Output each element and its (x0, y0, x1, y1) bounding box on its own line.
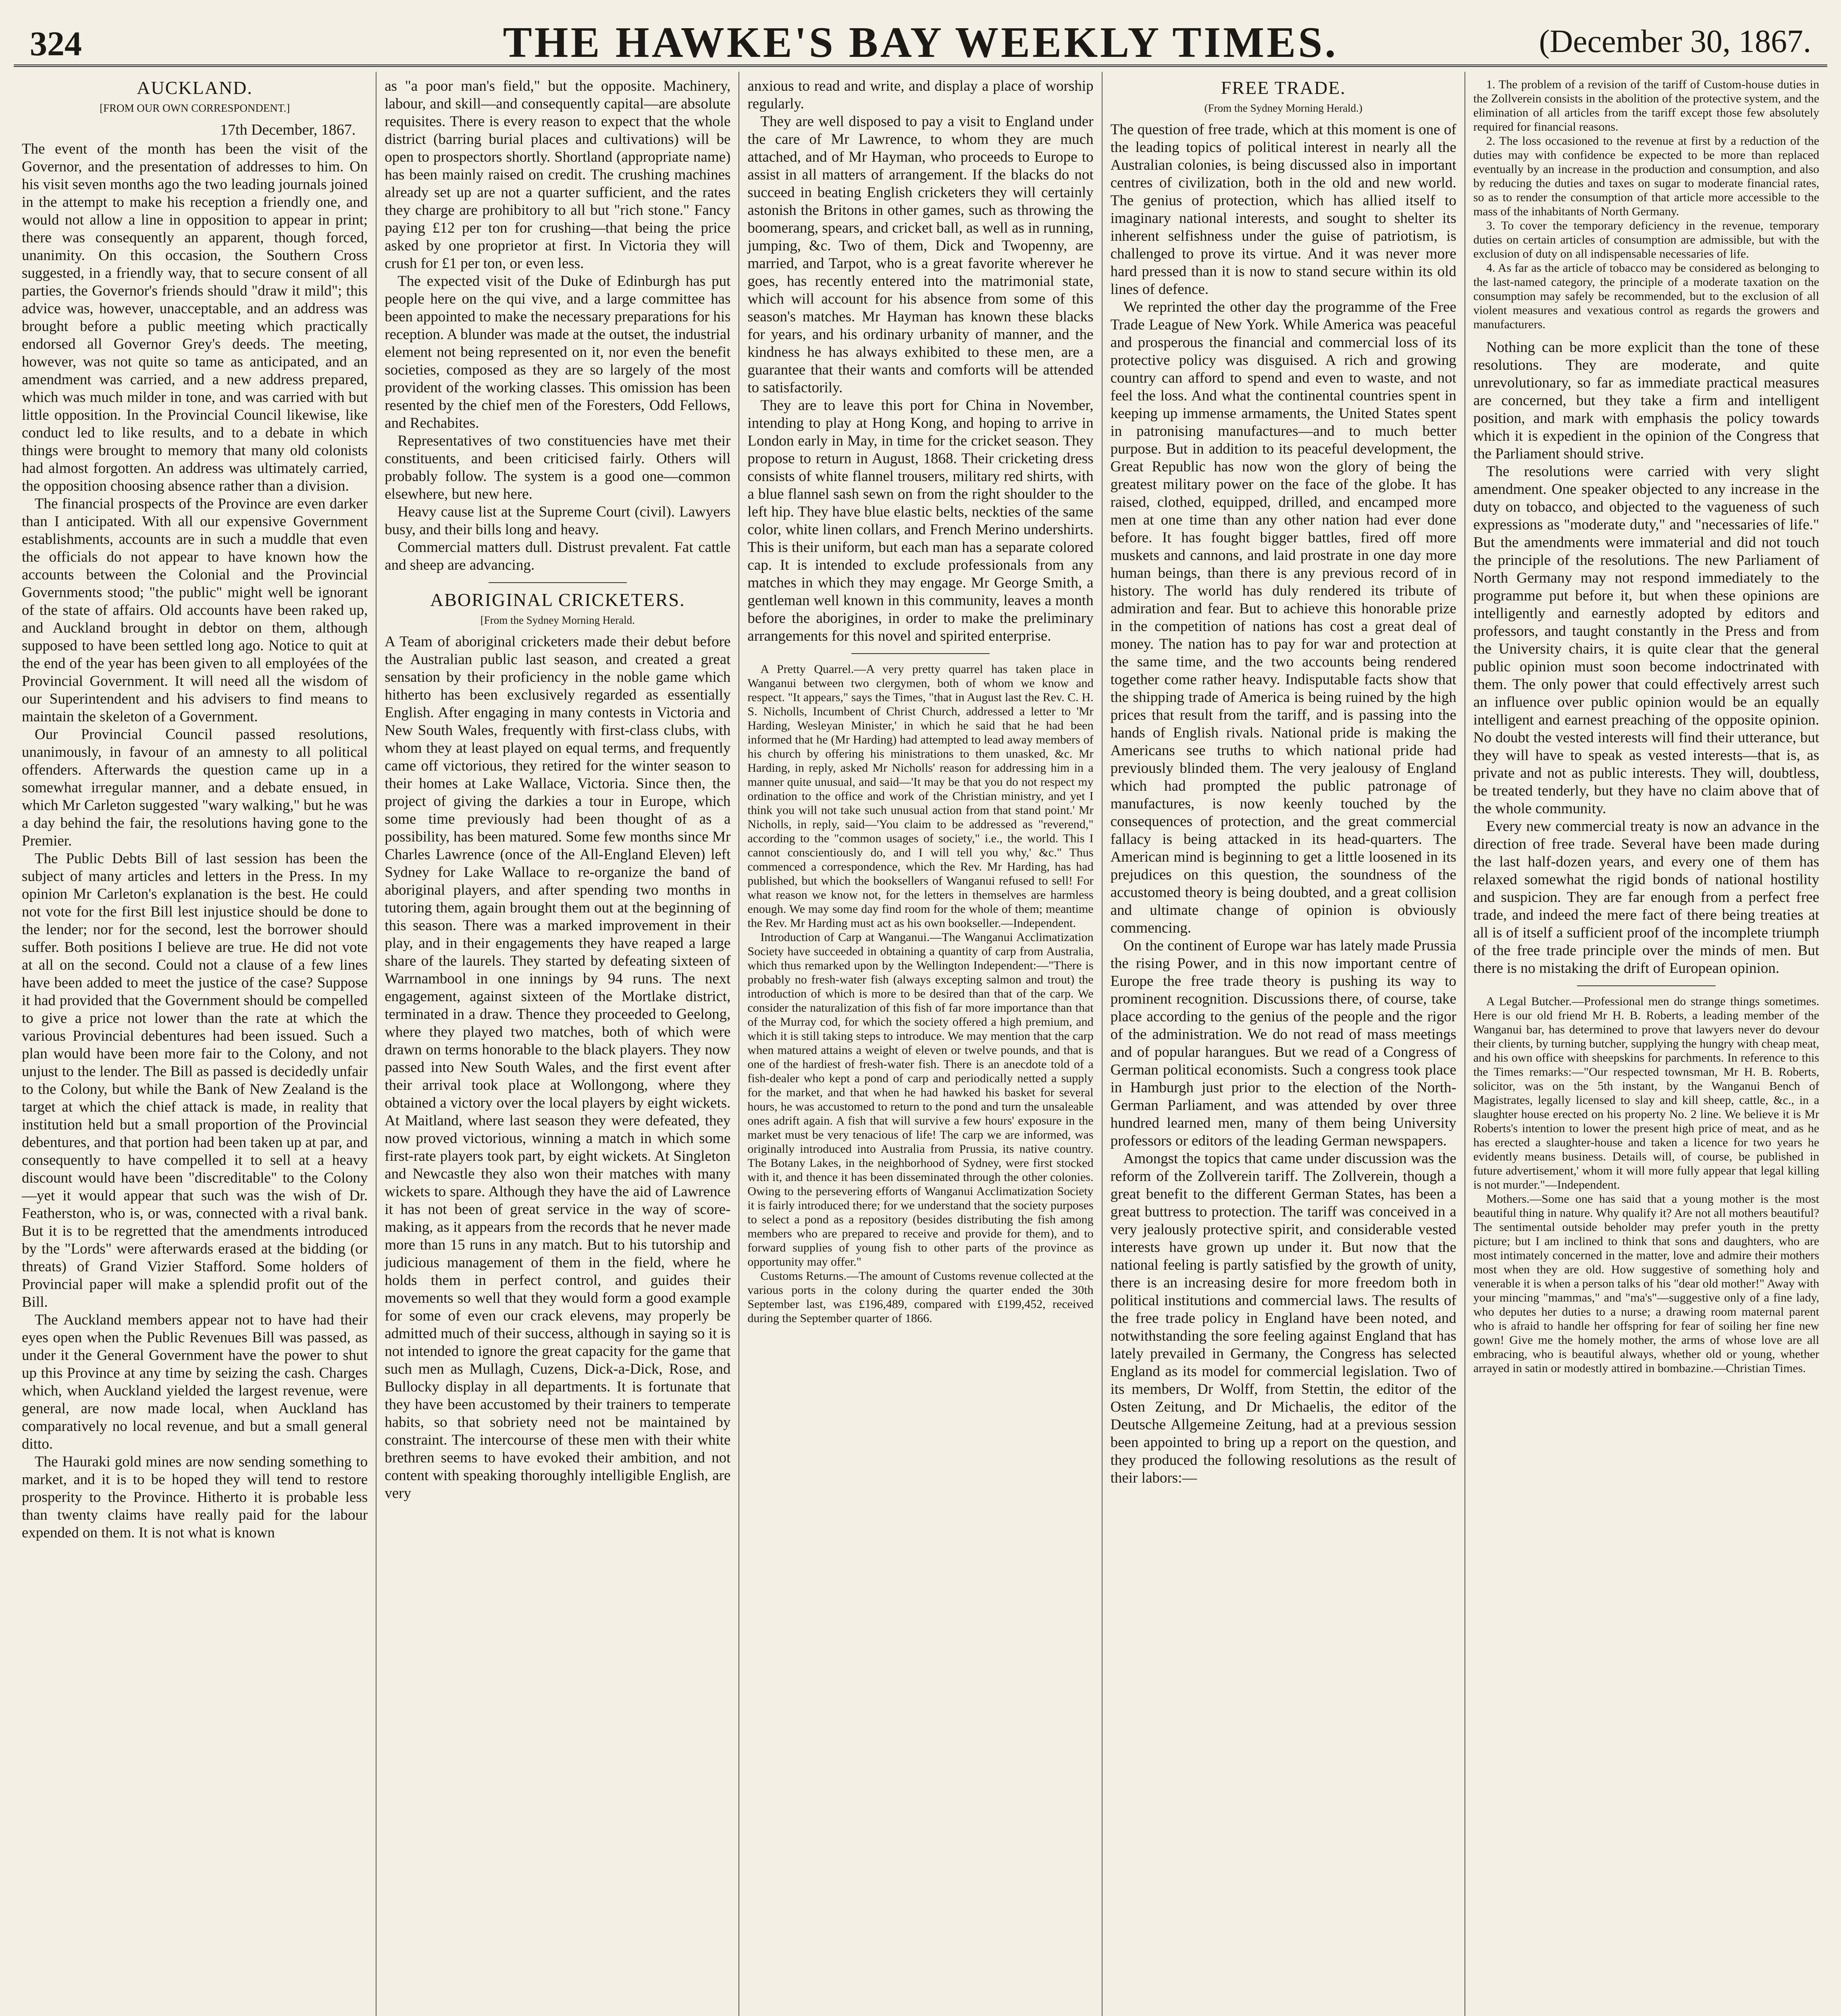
article-source: [From the Sydney Morning Herald. (480, 614, 635, 626)
paragraph: Commercial matters dull. Distrust prevalent. Fat cattle and sheep are advancing. (385, 539, 731, 573)
paragraph: A Team of aboriginal cricketers made their debut before the Australian public last season, and created a great sensation by their proficiency in the noble game which hitherto has been exclusively regarded as essentially English. After engaging in many contests in Victoria and New South Wales, frequently with first-class clubs, with whom they at least played on equal terms, and frequently came off victorious, they retired for the winter season to their homes at Lake Wallace, Victoria. Since then, the project of giving the darkies a tour in Europe, which some time previously had been thought of as a possibility, has been matured. Some few months since Mr Charles Lawrence (once of the All-England Eleven) left Sydney for Lake Wallace to re-organize the band of aboriginal players, and after spending two months in tutoring them, again brought them out at the beginning of this season. There was a marked improvement in their play, and in their engagements they have reaped a large share of the laurels. They started by defeating sixteen of Warrnambool in one innings by 94 runs. The next engagement, against sixteen of the Mortlake district, terminated in a draw. Thence they proceeded to Geelong, where they played two matches, both of which were drawn on terms honorable to the black players. They now passed into New South Wales, and the first event after their arrival took place at Wollongong, where they obtained a victory over the local players by eight wickets. At Maitland, where last season they were defeated, they now proved victorious, winning a match in which some first-rate players took part, by eight wickets. At Singleton and Newcastle they also won their matches with many wickets to spare. Although they have the aid of Lawrence it has not been of great service in the way of score-making, as it appears from the records that he never made more than 15 runs in any match. But to his tutorship and judicious management of them in the field, where he holds them in perfect control, and guides their movements so well that they would form a good example for some of even our crack elevens, may properly be admitted much of their success, although in saying so it is not intended to ignore the great capacity for the game that such men as Mullagh, Cuzens, Dick-a-Dick, Rose, and Bullocky display in all departments. It is fortunate that they have been accustomed by their trainers to temperate habits, so that sobriety need not be maintained by constraint. The intercourse of these men with their white brethren seems to have evoked their ambition, and not content with speaking thoroughly intelligible English, are very (385, 633, 731, 1502)
article-heading-free-trade: FREE TRADE. (1221, 77, 1346, 98)
resolution-item: 1. The problem of a revision of the tariff of Custom-house duties in the Zollverein consists in the abolition of the protective system, and the elimination of all articles from the tariff except those few absolutely required for financial reasons. (1473, 78, 1820, 133)
article-dateline: 17th December, 1867. (220, 121, 356, 138)
article-source: (From the Sydney Morning Herald.) (1204, 102, 1363, 114)
section-divider (851, 653, 990, 654)
paragraph: Our Provincial Council passed resolutions, unanimously, in favour of an amnesty to all political offenders. Afterwards the question came up in a somewhat irregular manner, and a debate ensued, in which Mr Carleton suggested "wary walking," but he was a day behind the fair, the resolutions having gone to the Premier. (22, 726, 368, 849)
newspaper-title: THE HAWKE'S BAY WEEKLY TIMES. (503, 19, 1338, 67)
paragraph: The event of the month has been the visit of the Governor, and the presentation of addresses to him. On his visit seven months ago the two leading journals joined in the attempt to make his reception a friendly one, and would not allow a line in opposition to appear in print; there was consequently an apparent, though forced, unanimity. On this occasion, the Southern Cross suggested, in a friendly way, that to secure consent of all parties, the Governor's friends should "draw it mild"; this advice was, however, unacceptable, and an address was brought before a public meeting which practically endorsed all Governor Grey's deeds. The meeting, however, was not quite so tame as anticipated, and an amendment was carried, and a new address prepared, which was much milder in tone, and was carried with but little opposition. In the Provincial Council likewise, like conduct led to like results, and to a debate in which things were brought to memory that many old colonists had almost forgotten. An address was ultimately carried, the opposition choosing absence rather than a division. (22, 141, 368, 494)
paragraph-mothers: Mothers.—Some one has said that a young mother is the most beautiful thing in nature. Why qualify it? Are not all mothers beautiful? The sentimental outside beholder may prefer youth in the pretty picture; but I am inclined to think that sons and daughters, who are most intimately concerned in the matter, love and admire their mothers most when they are old. How suggestive of something holy and venerable it is when a person talks of his "dear old mother!" Away with your mincing "mammas," and "ma's"—suggestive only of a fine lady, who deputes her duties to a nurse; a drawing room maternal parent who is afraid to handle her offspring for fear of soiling her fine new gown! Give me the homely mother, the arms of whose love are all embracing, who is beautiful always, whether old or young, whether arrayed in satin or modestly attired in bombazine.—Christian Times. (1473, 1192, 1820, 1375)
paragraph: as "a poor man's field," but the opposite. Machinery, labour, and skill—and consequently capital—are absolute requisites. There is every reason to expect that the whole district (barring burial places and cultivations) will be open to prospectors shortly. Shortland (appropriate name) has been mainly raised on credit. The crushing machines already set up are not a quarter sufficient, and the rates they charge are prohibitory to all but "rich stone." Fancy paying £12 per ton for crushing—that being the price asked by one proprietor at first. In Victoria they will crush for £1 per ton, or even less. (385, 78, 731, 272)
article-source: [FROM OUR OWN CORRESPONDENT.] (100, 102, 290, 114)
paragraph: The expected visit of the Duke of Edinburgh has put people here on the qui vive, and a large committee has been appointed to make the necessary preparations for his reception. A blunder was made at the outset, the industrial element not being represented on it, nor even the benefit societies, composed as they are so largely of the most provident of the working classes. This omission has been resented by the chief men of the Foresters, Odd Fellows, and Rechabites. (385, 273, 731, 431)
paragraph: The financial prospects of the Province are even darker than I anticipated. With all our expensive Government establishments, accounts are in such a muddle that even the officials do not appear to have known how the accounts between the Colonial and the Provincial Governments stood; "the public" might well be ignorant of the state of affairs. Old accounts have been raked up, and Auckland brought in debtor on them, although supposed to have been settled long ago. Notice to quit at the end of the year has been given to all employées of the Provincial Government. It will need all the wisdom of our Superintendent and his advisers to find means to maintain the skeleton of a Government. (22, 496, 368, 725)
paragraph: anxious to read and write, and display a place of worship regularly. (747, 78, 1094, 112)
column-3 (739, 72, 1102, 2016)
paragraph: They are well disposed to pay a visit to England under the care of Mr Lawrence, to whom they are much attached, and of Mr Hayman, who proceeds to Europe to assist in all matters of arrangement. If the blacks do not succeed in beating English cricketers they will certainly astonish the Britons in other games, such as throwing the boomerang, spears, and cricket ball, as well as in running, jumping, &c. Two of them, Dick and Twopenny, are married, and Tarpot, who is a great favorite wherever he goes, has recently entered into the matrimonial state, which will account for his absence from some of this season's matches. Mr Hayman has known these blacks for years, and his ordinary urbanity of manner, and the kindness he has always exhibited to these men, are a guarantee that their wants and comforts will be attended to satisfactorily. (747, 113, 1094, 396)
paragraph: We reprinted the other day the programme of the Free Trade League of New York. While America was peaceful and prosperous the financial and commercial loss of its protective policy was disguised. A rich and growing country can afford to spend and even to waste, and not feel the loss. And what the continental countries spent in keeping up immense armaments, the United States spent in patronising manufactures—and to much better purpose. But in addition to its peaceful development, the Great Republic has now won the glory of being the greatest military power on the face of the globe. It has raised, clothed, equipped, drilled, and encamped more men at one time than any other nation had ever done before. It has fought bigger battles, fired off more muskets and cannons, and laid prostrate in one day more human beings, than there is any previous record of in history. The world has duly rendered its tribute of admiration and fear. But to achieve this honorable prize in the competition of nations has cost a great deal of money. The nation has to pay for war and protection at the same time, and the two accounts being rendered together come rather heavy. Indisputable facts show that the shipping trade of America is being ruined by the high prices that result from the tariff, and is passing into the hands of English rivals. National pride is making the Americans see truths to which national pride had previously blinded them. The very jealousy of England which had prompted the public patronage of manufactures, is now keenly touched by the consequences of protection, and the great commercial fallacy is being attacked in its head-quarters. The American mind is beginning to get a little loosened in its prejudices on this question, the soundness of the accustomed theory is being doubted, and a great collision and ultimate change of opinion is obviously commencing. (1110, 299, 1456, 936)
column-2 (377, 72, 739, 2016)
section-divider (489, 582, 627, 583)
masthead (14, 7, 1827, 67)
paragraph-customs: Customs Returns.—The amount of Customs revenue collected at the various ports in the colony during the quarter ended the 30th September last, was £196,489, compared with £199,452, received during the September quarter of 1866. (747, 1269, 1094, 1325)
columns (14, 72, 1827, 2016)
paragraph: The Hauraki gold mines are now sending something to market, and it is to be hoped they will tend to restore prosperity to the Province. Hitherto it is probable less than twenty claims have really paid for the labour expended on them. It is not what is known (22, 1454, 368, 1541)
paragraph: On the continent of Europe war has lately made Prussia the rising Power, and in this now important centre of Europe the free trade theory is pushing its way to prominent recognition. Discussions there, of course, take place according to the genius of the people and the rigor of the administration. We do not read of mass meetings and of popular harangues. But we read of a Congress of German political economists. Such a congress took place in Hamburgh just prior to the election of the North-German Parliament, and was attended by over three hundred learned men, many of them being University professors or editors of the leading German newspapers. (1110, 937, 1456, 1149)
paragraph: Representatives of two constituencies have met their constituents, and been criticised fairly. Others will probably follow. The system is a good one—common elsewhere, but new here. (385, 433, 731, 502)
paragraph: They are to leave this port for China in November, intending to play at Hong Kong, and hoping to arrive in London early in May, in time for the cricket season. They propose to return in August, 1868. Their cricketing dress consists of white flannel trousers, military red shirts, with a blue flannel sash sewn on from the right shoulder to the left hip. They have blue elastic belts, neckties of the same color, white linen collars, and French Merino undershirts. This is their uniform, but each man has a separate colored cap. It is intended to exclude professionals from any matches in which they may engage. Mr George Smith, a gentleman well known in this community, leaves a month before the aborigines, in order to make the preliminary arrangements for this novel and spirited enterprise. (747, 397, 1094, 644)
paragraph: The Public Debts Bill of last session has been the subject of many articles and letters in the Press. In my opinion Mr Carleton's explanation is the best. He could not vote for the first Bill lest injustice should be done to the lender; nor for the second, lest the borrower should suffer. Both positions I believe are true. He did not vote at all on the second. Could not a clause of a few lines have been added to meet the justice of the case? Suppose it had provided that the Government should be compelled to give a price not lower than the rate at which the various Provincial debentures had been issued. Such a plan would have been more fair to the Colony, and not unjust to the lender. The Bill as passed is decidedly unfair to the Colony, but while the Bank of New Zealand is the target at which the chief attack is made, in reality that institution held but a small proportion of the Provincial debentures, and that portion had been taken up at par, and consequently to have compelled it to sell at a heavy discount would have been "discreditable" to the Colony—yet it would appear that such was the wish of Dr. Featherston, who is, or was, connected with a rival bank. But it is to be regretted that the amendments introduced by the "Lords" were afterwards erased at the bidding (or threats) of Grand Vizier Stafford. Some holders of Provincial paper will make a splendid profit out of the Bill. (22, 850, 368, 1310)
column-1 (14, 72, 377, 2016)
paragraph: The resolutions were carried with very slight amendment. One speaker objected to any increase in the duty on tobacco, and objected to the vagueness of such expressions as "moderate duty," and "necessaries of life." But the amendments were immaterial and did not touch the principle of the resolutions. The new Parliament of North Germany may not respond immediately to the programme put before it, but when these opinions are intelligently and earnestly adopted by editors and professors, and taught constantly in the Press and from the University chairs, it is quite clear that the general public opinion must soon become indoctrinated with them. The only power that could effectively arrest such an influence over public opinion would be an equally intelligent and earnest preaching of the opposite opinion. No doubt the vested interests will find their utterance, but they will have to speak as vested interests—that is, as private and not as public interests. They will, doubtless, be treated tenderly, but they have no claim above that of the whole community. (1473, 463, 1820, 817)
paragraph: Heavy cause list at the Supreme Court (civil). Lawyers busy, and their bills long and heavy. (385, 504, 731, 538)
section-divider (1577, 985, 1715, 986)
resolution-item: 3. To cover the temporary deficiency in the revenue, temporary duties on certain articles of consumption are admissible, but with the exclusion of duty on all indispensable necessaries of life. (1473, 219, 1820, 260)
paragraph: The question of free trade, which at this moment is one of the leading topics of political interest in nearly all the Australian colonies, is being discussed also in important centres of civilization, both in the old and new world. The genius of protection, which has allied itself to imaginary national interests, and sought to shelter its inherent selfishness under the guise of patriotism, is challenged to prove its virtue. And it was never more hard pressed than it is now to stand secure within its old lines of defence. (1110, 121, 1456, 298)
paragraph: Amongst the topics that came under discussion was the reform of the Zollverein tariff. The Zollverein, though a great benefit to the different German States, has been a great buttress to protection. The tariff was conceived in a very jealously protective spirit, and considerable vested interests have grown up under it. But now that the national feeling is partly satisfied by the growth of unity, there is an increasing desire for more freedom both in political institutions and commercial laws. The results of the free trade policy in England have been noted, and notwithstanding the sore feeling against England that has lately prevailed in Germany, the Congress has selected England as its model for commercial legislation. Two of its members, Dr Wolff, from Stettin, the editor of the Osten Zeitung, and Dr Michaelis, the editor of the Deutsche Allgemeine Zeitung, had at a previous session been appointed to bring up a report on the question, and they produced the following resolutions as the result of their labors:— (1110, 1150, 1456, 1486)
paragraph: The Auckland members appear not to have had their eyes open when the Public Revenues Bill was passed, as under it the General Government have the power to shut up this Province at any time by seizing the cash. Charges which, when Auckland yielded the largest revenue, were general, are now made local, when Auckland has comparatively no local revenue, and but a small general ditto. (22, 1312, 368, 1452)
paragraph-pretty-quarrel: A Pretty Quarrel.—A very pretty quarrel has taken place in Wanganui between two clergymen, both of whom we know and respect. "It appears," says the Times, "that in August last the Rev. C. H. S. Nicholls, Incumbent of Christ Church, addressed a letter to 'Mr Harding, Wesleyan Minister,' in which he said that he had been informed that he (Mr Harding) had attempted to lead away members of his church by offering his ministrations to them unasked, &c. Mr Harding, in reply, asked Mr Nicholls' reason for addressing him in a manner quite unusual, and said—'It may be that you do not respect my ordination to the office and work of the Christian ministry, and yet I think you will not take such unusual action from that stand point.' Mr Nicholls, in reply, said—'You claim to be addressed as "reverend," according to the "common usages of society," i.e., the world. This I cannot conscientiously do, and I will tell you why,' &c." Thus commenced a correspondence, which the Rev. Mr Harding, has had published, but which the booksellers of Wanganui refused to sell! For what reason we know not, for the letters in themselves are harmless enough. We may some day find room for the whole of them; meantime the Rev. Mr Harding must act as his own bookseller.—Independent. (747, 662, 1094, 930)
resolution-item: 2. The loss occasioned to the revenue at first by a reduction of the duties may with confidence be expected to be more than replaced eventually by an increase in the production and consumption, and also by reducing the duties and taxes on sugar to moderate financial rates, so as to render the consumption of that article more accessible to the mass of the inhabitants of North Germany. (1473, 134, 1820, 218)
page-number: 324 (30, 24, 82, 63)
resolution-item: 4. As far as the article of tobacco may be considered as belonging to the last-named category, the principle of a moderate taxation on the consumption may safely be recommended, but to the exclusion of all violent measures and vexatious control as regards the growers and manufacturers. (1473, 261, 1820, 331)
issue-date: (December 30, 1867. (1539, 24, 1811, 59)
paragraph-legal-butcher: A Legal Butcher.—Professional men do strange things sometimes. Here is our old friend Mr H. B. Roberts, a leading member of the Wanganui bar, has determined to prove that lawyers never do devour their clients, by turning butcher, supplying the hungry with cheap meat, and his own office with sheepskins for parchments. In reference to this the Times remarks:—"Our respected townsman, Mr H. B. Roberts, solicitor, was on the 5th instant, by the Wanganui Bench of Magistrates, legally licensed to slay and kill sheep, cattle, &c., in a slaughter house erected on his property No. 2 line. We believe it is Mr Roberts's intention to lower the present high price of meat, and as he has erected a slaughter-house and taken a licence for two years he evidently means business. Details will, of course, be published in future advertisement,' whom it will more fully appear that legal killing is not murder."—Independent. (1473, 995, 1820, 1191)
article-heading-cricketers: ABORIGINAL CRICKETERS. (430, 589, 685, 610)
paragraph: Nothing can be more explicit than the tone of these resolutions. They are moderate, and quite unrevolutionary, so far as immediate practical measures are concerned, but they take a firm and intelligent position, and mark with emphasis the policy towards which it is expedient in the opinion of the Congress that the Parliament should strive. (1473, 339, 1820, 462)
column-4 (1103, 72, 1465, 2016)
paragraph: Every new commercial treaty is now an advance in the direction of free trade. Several have been made during the last half-dozen years, and every one of them has relaxed somewhat the rigid bonds of national hostility and suspicion. They are far enough from a perfect free trade, and indeed the mere fact of there being treaties at all is of itself a sufficient proof of the incomplete triumph of the free trade principle over the minds of men. But there is no mistaking the drift of European opinion. (1473, 818, 1820, 977)
column-5 (1465, 72, 1827, 2016)
article-heading-auckland: AUCKLAND. (137, 77, 253, 98)
paragraph-carp: Introduction of Carp at Wanganui.—The Wanganui Acclimatization Society have succeeded in obtaining a quantity of carp from Australia, which thus remarked upon by the Wellington Independent:—"There is probably no fresh-water fish (always excepting salmon and trout) the introduction of which is more to be desired than that of the carp. We consider the naturalization of this fish of far more importance than that of the Murray cod, for which the society offered a high premium, and which it is still taking steps to introduce. We may mention that the carp when matured attains a weight of eleven or twelve pounds, and that is one of the hardiest of fresh-water fish. There is an anecdote told of a fish-dealer who kept a pond of carp and periodically netted a supply for the market, and that when he had hawked his basket for several hours, he was accustomed to return to the pond and turn the unsaleable ones adrift again. A fish that will survive a few hours' exposure in the market must be very tenacious of life! The carp we are informed, was originally introduced into Australia from Prussia, its native country. The Botany Lakes, in the neighborhood of Sydney, were first stocked with it, and thence it has been disseminated through the other colonies. Owing to the persevering efforts of Wanganui Acclimatization Society it is fairly introduced there; for we understand that the society purposes to select a pond as a repository (besides distributing the fish among members who are prepared to receive and provide for them), and to forward supplies of young fish to other parts of the province as opportunity may offer." (747, 931, 1094, 1268)
